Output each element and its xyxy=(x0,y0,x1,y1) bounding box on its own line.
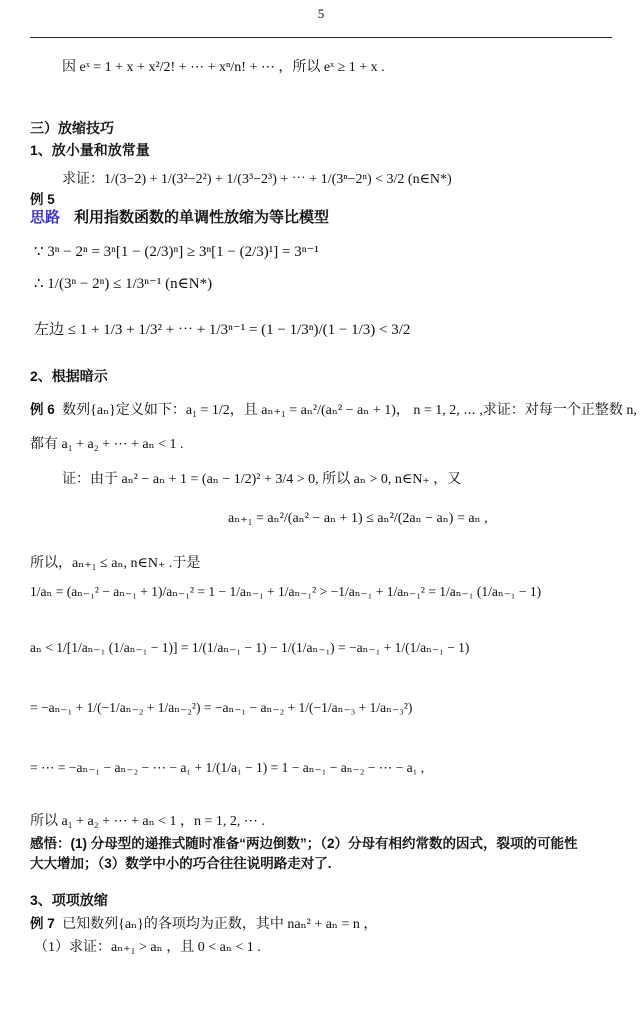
section-title: 三）放缩技巧 xyxy=(30,120,114,136)
example6-statement: 数列{aₙ}定义如下：a₁ = 1/2，且 aₙ₊₁ = aₙ²/(aₙ² − aₙ + 1)， n = 1, 2, ⋯ ,求证：对每一个正整数 n, xyxy=(62,403,637,418)
idea-label: 思路 xyxy=(30,209,61,226)
idea-text: 利用指数函数的单调性放缩为等比模型 xyxy=(74,209,330,226)
example6-label: 例 6 xyxy=(30,402,55,417)
idea-line xyxy=(30,206,329,227)
subsection-2-title: 2、根据暗示 xyxy=(30,368,108,384)
example5-statement: 求证：1/(3−2) + 1/(3²−2²) + 1/(3³−2³) + ⋯ + 1/(3ⁿ−2ⁿ) < 3/2 (n∈N*) xyxy=(62,172,452,187)
ex6-proof-2: aₙ₊₁ = aₙ²/(aₙ² − aₙ + 1) ≤ aₙ²/(2aₙ − aₙ) = aₙ , xyxy=(228,511,488,526)
ex6-equation-2: aₙ < 1/[1/aₙ₋₁ (1/aₙ₋₁ − 1)] = 1/(1/aₙ₋₁ − 1) − 1/(1/aₙ₋₁) = −aₙ₋₁ + 1/(1/aₙ₋₁ − 1) xyxy=(30,640,470,655)
example6-statement-2: 都有 a₁ + a₂ + ⋯ + aₙ < 1 . xyxy=(30,437,184,452)
reflection-line-2: 大大增加；（3）数学中小的巧合往往说明路走对了. xyxy=(30,856,332,871)
page-number: 5 xyxy=(317,6,325,21)
ex5-step1: ∵ 3ⁿ − 2ⁿ = 3ⁿ[1 − (2/3)ⁿ] ≥ 3ⁿ[1 − (2/3)¹] = 3ⁿ⁻¹ xyxy=(34,244,319,260)
example7-line xyxy=(30,912,377,933)
ex5-step2: ∴ 1/(3ⁿ − 2ⁿ) ≤ 1/3ⁿ⁻¹ (n∈N*) xyxy=(34,276,213,292)
subsection-3-title: 3、项项放缩 xyxy=(30,892,108,908)
example5-label: 例 5 xyxy=(30,192,55,207)
ex6-proof-1: 证：由于 aₙ² − aₙ + 1 = (aₙ − 1/2)² + 3/4 > 0, 所以 aₙ > 0, n∈N₊ ，又 xyxy=(62,472,462,487)
ex6-equation-3: = −aₙ₋₁ + 1/(−1/aₙ₋₂ + 1/aₙ₋₂²) = −aₙ₋₁ − aₙ₋₂ + 1/(−1/aₙ₋₃ + 1/aₙ₋₃²) xyxy=(30,700,413,715)
example7-statement: 已知数列{aₙ}的各项均为正数，其中 naₙ² + aₙ = n ， xyxy=(62,917,378,932)
header-rule xyxy=(30,37,612,38)
example7-label: 例 7 xyxy=(30,916,55,931)
example7-part-1: （1）求证：aₙ₊₁ > aₙ ，且 0 < aₙ < 1 . xyxy=(34,940,261,955)
ex5-step3: 左边 ≤ 1 + 1/3 + 1/3² + ⋯ + 1/3ⁿ⁻¹ = (1 − 1/3ⁿ)/(1 − 1/3) < 3/2 xyxy=(34,322,411,338)
ex6-proof-3: 所以，aₙ₊₁ ≤ aₙ, n∈N₊ .于是 xyxy=(30,556,201,571)
ex6-conclusion: 所以 a₁ + a₂ + ⋯ + aₙ < 1 ，n = 1, 2, ⋯ . xyxy=(30,814,265,829)
top-inequality-line: 因 eˣ = 1 + x + x²/2! + ⋯ + xⁿ/n! + ⋯ ，所以 eˣ ≥ 1 + x . xyxy=(62,60,385,75)
ex6-equation-1: 1/aₙ = (aₙ₋₁² − aₙ₋₁ + 1)/aₙ₋₁² = 1 − 1/aₙ₋₁ + 1/aₙ₋₁² > −1/aₙ₋₁ + 1/aₙ₋₁² = 1/aₙ₋₁ (1/aₙ₋₁ − 1) xyxy=(30,584,542,599)
ex6-equation-4: = ⋯ = −aₙ₋₁ − aₙ₋₂ − ⋯ − a₁ + 1/(1/a₁ − 1) = 1 − aₙ₋₁ − aₙ₋₂ − ⋯ − a₁ , xyxy=(30,760,425,775)
subsection-1-title: 1、放小量和放常量 xyxy=(30,142,150,158)
reflection-line-1: 感悟：(1) 分母型的递推式随时准备“两边倒数”；（2）分母有相约常数的因式，裂项的可能性 xyxy=(30,836,578,851)
example6-line xyxy=(30,398,637,419)
